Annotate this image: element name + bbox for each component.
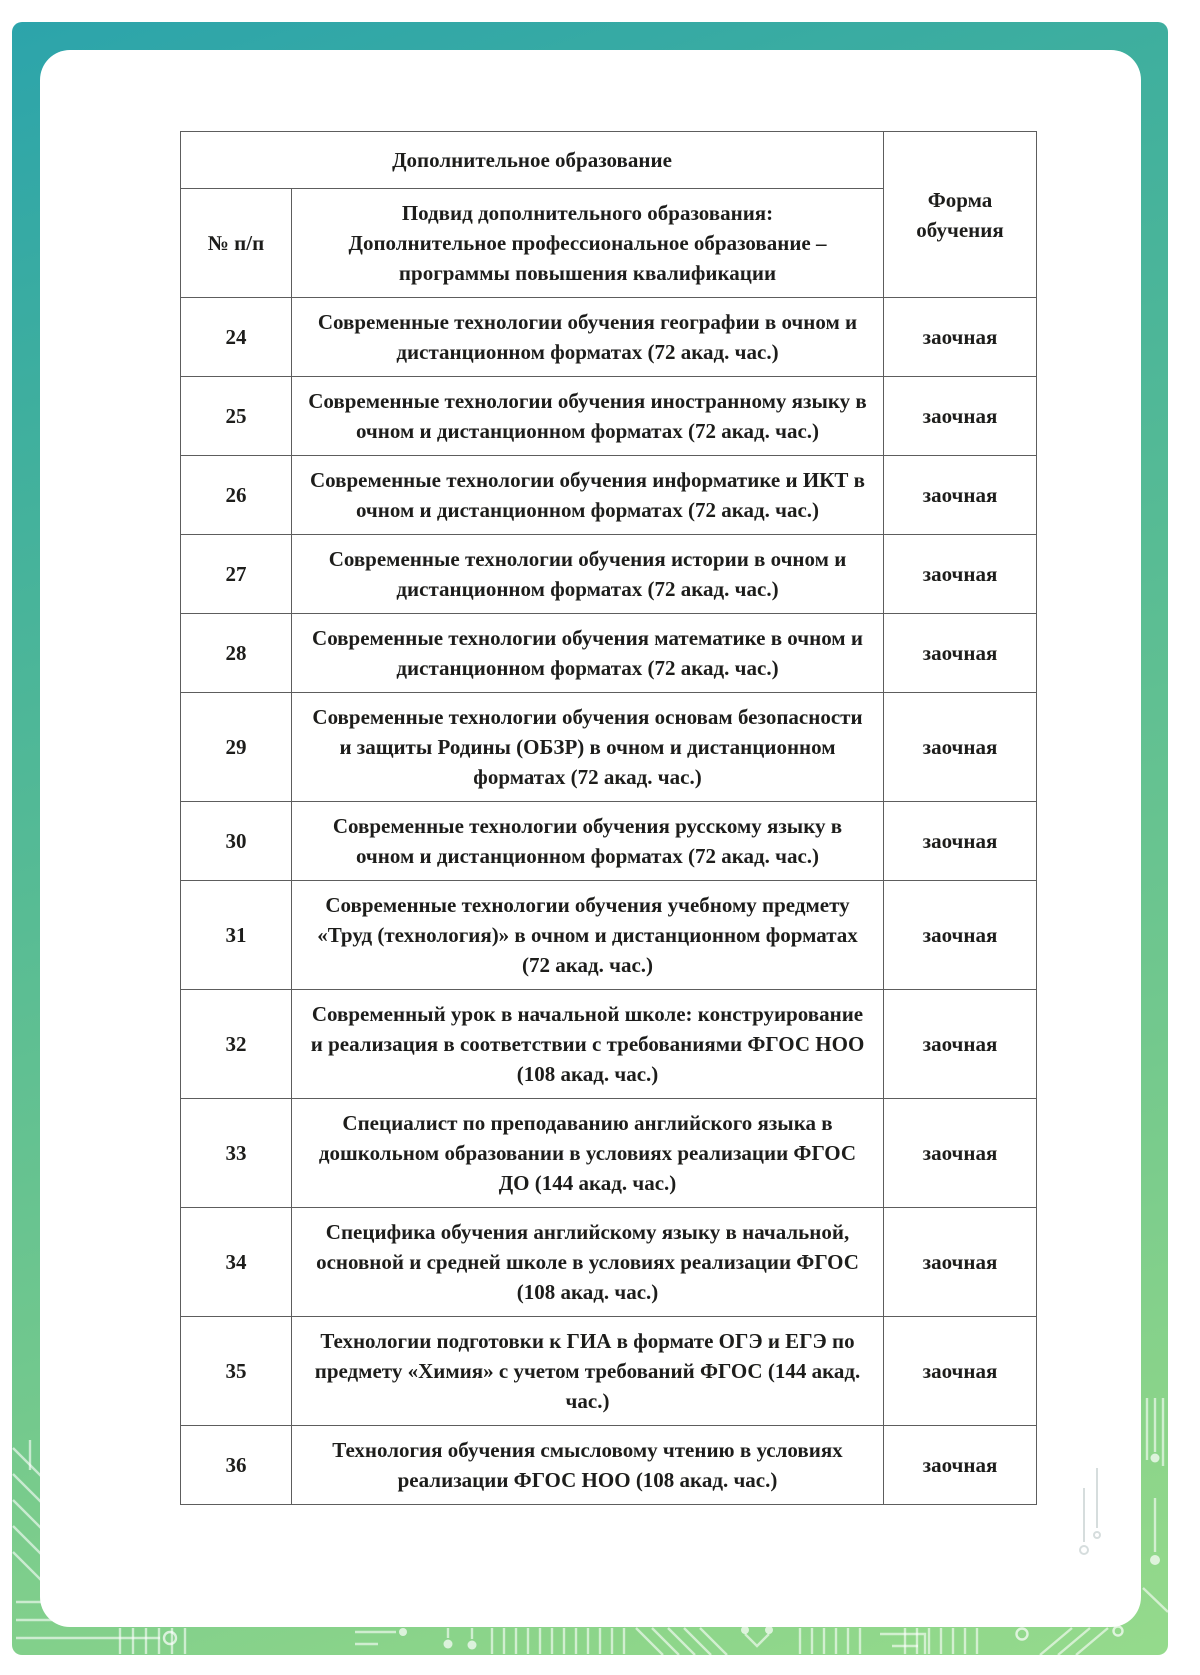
program-name-cell: Современные технологии обучения истории в очном и дистанционном форматах (72 акад. час.) (292, 535, 884, 614)
table-row (181, 1208, 1037, 1317)
program-name-cell: Специфика обучения английскому языку в начальной, основной и средней школе в условиях реализации ФГОС (108 акад. час.) (292, 1208, 884, 1317)
program-name-cell: Современные технологии обучения русскому языку в очном и дистанционном форматах (72 акад. час.) (292, 802, 884, 881)
study-form-cell: заочная (884, 802, 1037, 881)
program-header-line: Дополнительное профессиональное образование – (348, 231, 827, 255)
table-row (181, 535, 1037, 614)
study-form-cell: заочная (884, 1426, 1037, 1505)
row-number-cell: 34 (181, 1208, 292, 1317)
study-form-cell: заочная (884, 298, 1037, 377)
table-row (181, 881, 1037, 990)
row-number-cell: 32 (181, 990, 292, 1099)
table-body (181, 298, 1037, 1505)
study-form-cell: заочная (884, 693, 1037, 802)
study-form-cell: заочная (884, 456, 1037, 535)
study-form-cell: заочная (884, 1099, 1037, 1208)
study-form-cell: заочная (884, 614, 1037, 693)
row-number-cell: 29 (181, 693, 292, 802)
table-row (181, 456, 1037, 535)
table-row (181, 990, 1037, 1099)
row-number-cell: 33 (181, 1099, 292, 1208)
program-name-cell: Современные технологии обучения основам безопасности и защиты Родины (ОБЗР) в очном и дистанционном форматах (72 акад. час.) (292, 693, 884, 802)
table-row (181, 802, 1037, 881)
study-form-cell: заочная (884, 1208, 1037, 1317)
program-header-line: программы повышения квалификации (398, 261, 777, 285)
column-header-number: № п/п (181, 189, 292, 298)
column-header-form: Форма обучения (884, 132, 1037, 298)
program-name-cell: Современный урок в начальной школе: конструирование и реализация в соответствии с требованиями ФГОС НОО (108 акад. час.) (292, 990, 884, 1099)
table-row (181, 377, 1037, 456)
row-number-cell: 35 (181, 1317, 292, 1426)
program-header-line: Подвид дополнительного образования: (401, 201, 774, 225)
program-name-cell: Современные технологии обучения географии в очном и дистанционном форматах (72 акад. час.) (292, 298, 884, 377)
row-number-cell: 25 (181, 377, 292, 456)
study-form-cell: заочная (884, 990, 1037, 1099)
table-row (181, 614, 1037, 693)
row-number-cell: 28 (181, 614, 292, 693)
table-row (181, 1426, 1037, 1505)
program-name-cell: Технологии подготовки к ГИА в формате ОГЭ и ЕГЭ по предмету «Химия» с учетом требований ФГОС (144 акад. час.) (292, 1317, 884, 1426)
program-name-cell: Современные технологии обучения математике в очном и дистанционном форматах (72 акад. час.) (292, 614, 884, 693)
table-row (181, 1099, 1037, 1208)
program-name-cell: Современные технологии обучения учебному предмету «Труд (технология)» в очном и дистанционном форматах (72 акад. час.) (292, 881, 884, 990)
study-form-cell: заочная (884, 377, 1037, 456)
row-number-cell: 24 (181, 298, 292, 377)
study-form-cell: заочная (884, 881, 1037, 990)
row-number-cell: 31 (181, 881, 292, 990)
row-number-cell: 36 (181, 1426, 292, 1505)
study-form-cell: заочная (884, 535, 1037, 614)
table-row (181, 1317, 1037, 1426)
program-name-cell: Современные технологии обучения информатике и ИКТ в очном и дистанционном форматах (72 акад. час.) (292, 456, 884, 535)
table-row (181, 693, 1037, 802)
row-number-cell: 26 (181, 456, 292, 535)
study-form-cell: заочная (884, 1317, 1037, 1426)
column-header-program (292, 189, 884, 298)
program-name-cell: Технология обучения смысловому чтению в условиях реализации ФГОС НОО (108 акад. час.) (292, 1426, 884, 1505)
education-programs-table (180, 131, 1037, 1505)
group-header-row (181, 132, 1037, 189)
row-number-cell: 30 (181, 802, 292, 881)
program-name-cell: Современные технологии обучения иностранному языку в очном и дистанционном форматах (72 акад. час.) (292, 377, 884, 456)
program-name-cell: Специалист по преподаванию английского языка в дошкольном образовании в условиях реализации ФГОС ДО (144 акад. час.) (292, 1099, 884, 1208)
row-number-cell: 27 (181, 535, 292, 614)
table-row (181, 298, 1037, 377)
table-group-header: Дополнительное образование (181, 132, 884, 189)
